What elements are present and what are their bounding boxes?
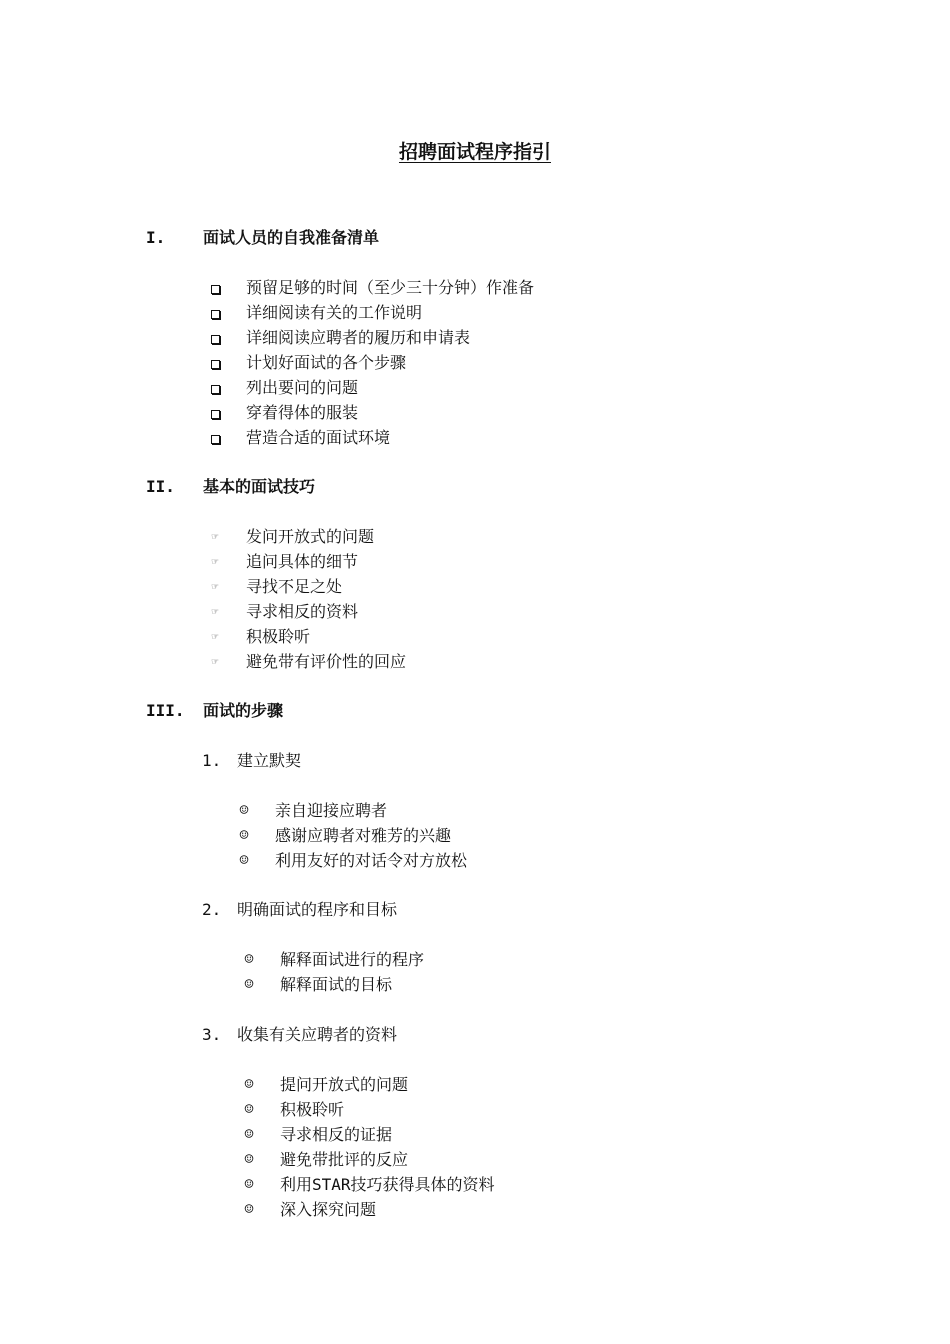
section-1-title: 面试人员的自我准备清单	[203, 228, 380, 247]
smiley-face-icon: ☺	[239, 801, 249, 819]
smiley-face-icon: ☺	[244, 1075, 254, 1093]
pointing-hand-icon: ☞	[211, 605, 219, 618]
step-2-title: 明确面试的程序和目标	[237, 900, 398, 919]
document-page: 招聘面试程序指引 I. 面试人员的自我准备清单 预留足够的时间（至少三十分钟）作准备 详细阅读有关的工作说明 详细阅读应聘者的履历和申请表 计划好面试的各个步骤 列出要问的问题 穿着得体的服装 营造合适的面试环境 II. 基本的面试技巧 ☞ 发问开放式的问题 ☞ 追问具体的细节 ☞ 寻找不足之处 ☞ 寻求相反的资料 ☞ 积极聆听 ☞ 避免带有评价性的回应 III. 面试的步骤 1. 建立默契 ☺ 亲自迎接应聘者 ☺ 感谢应聘者对雅芳的兴趣 ☺ 利用友好的对话令对方放松 2. 明确面试的程序和目标 ☺ 解释面试进行的程序 ☺ 解释面试的目标 3. 收集有关应聘者的资料 ☺ 提问开放式的问题 ☺ 积极聆听 ☺ 寻求相反的证据 ☺ 避免带批评的反应 ☺ 利用STAR技巧获得具体的资料 ☺ 深入探究问题	[0, 0, 950, 1344]
section-2-number: II.	[146, 477, 175, 496]
smiley-face-icon: ☺	[244, 1200, 254, 1218]
step-1-title: 建立默契	[237, 751, 302, 770]
smiley-face-icon: ☺	[244, 1175, 254, 1193]
step-3-number: 3.	[202, 1025, 222, 1044]
pointing-hand-icon: ☞	[211, 530, 219, 543]
smiley-face-icon: ☺	[244, 950, 254, 968]
step-1-number: 1.	[202, 751, 222, 770]
smiley-face-icon: ☺	[244, 1100, 254, 1118]
section-3-title: 面试的步骤	[203, 701, 284, 720]
smiley-face-icon: ☺	[244, 975, 254, 993]
step-2-number: 2.	[202, 900, 222, 919]
pointing-hand-icon: ☞	[211, 580, 219, 593]
smiley-face-icon: ☺	[239, 851, 249, 869]
document-title: 招聘面试程序指引	[398, 141, 551, 163]
pointing-hand-icon: ☞	[211, 555, 219, 568]
section-1-number: I.	[146, 228, 166, 247]
step-3-title: 收集有关应聘者的资料	[237, 1025, 398, 1044]
section-2-title: 基本的面试技巧	[203, 477, 316, 496]
pointing-hand-icon: ☞	[211, 655, 219, 668]
smiley-face-icon: ☺	[239, 826, 249, 844]
smiley-face-icon: ☺	[244, 1125, 254, 1143]
smiley-face-icon: ☺	[244, 1150, 254, 1168]
section-3-number: III.	[146, 701, 185, 720]
pointing-hand-icon: ☞	[211, 630, 219, 643]
